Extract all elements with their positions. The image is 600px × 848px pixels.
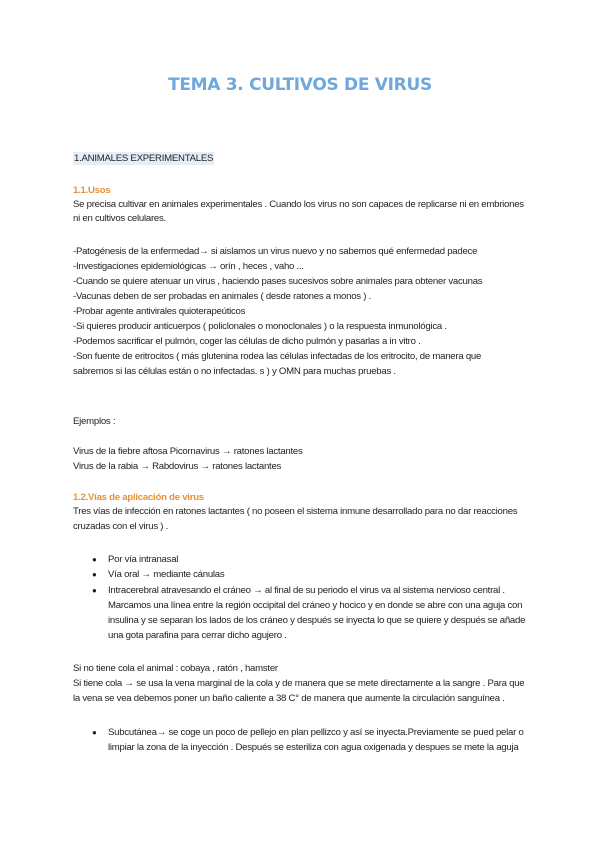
bullet-icon: ● — [92, 570, 97, 579]
paragraph-line: la vena se vea debemos poner un baño caliente a 38 C° de manera que aumente la circulación sanguínea . — [73, 693, 505, 704]
bullet-item-cont: una gota parafina para cerrar dicho agujero . — [108, 630, 287, 641]
bullet-item: Vía oral → mediante cánulas — [108, 569, 225, 580]
list-item: sabremos si las células están o no infectadas. s ) y OMN para muchas pruebas . — [73, 366, 396, 377]
paragraph-line: cruzadas con el virus ) . — [73, 521, 169, 532]
section-heading — [73, 153, 214, 165]
example-line: Virus de la fiebre aftosa Picornavirus → ratones lactantes — [73, 446, 303, 457]
example-line: Virus de la rabia → Rabdovirus → ratones lactantes — [73, 461, 282, 472]
paragraph-line: Si no tiene cola el animal : cobaya , ratón , hamster — [73, 663, 278, 674]
bullet-icon: ● — [92, 728, 97, 737]
paragraph-line: Se precisa cultivar en animales experimentales . Cuando los virus no son capaces de replicarse ni en embriones — [73, 199, 524, 210]
paragraph-line: ni en cultivos celulares. — [73, 213, 166, 224]
bullet-item: Subcutánea→ se coge un poco de pellejo en plan pellizco y así se inyecta.Previamente se pued pelar o — [108, 727, 524, 738]
list-item: -Son fuente de eritrocitos ( más glutenina rodea las células infectadas de los eritrocito, de manera que — [73, 351, 482, 362]
bullet-item: Intracerebral atravesando el cráneo → al final de su periodo el virus va al sistema nervioso central . — [108, 585, 505, 596]
bullet-item-cont: insulina y se separan los lados de los cráneo y después se inyecta lo que se quiere y después se añade — [108, 615, 526, 626]
list-item: -Patogénesis de la enfermedad→ si aislamos un virus nuevo y no sabemos qué enfermedad padece — [73, 246, 478, 257]
bullet-icon: ● — [92, 586, 97, 595]
bullet-icon: ● — [92, 555, 97, 564]
list-item: -Podemos sacrificar el pulmón, coger las células de dicho pulmón y pasarlas a in vitro . — [73, 336, 421, 347]
list-item: -Vacunas deben de ser probadas en animales ( desde ratones a monos ) . — [73, 291, 372, 302]
subsection-heading-vias: 1.2.Vías de aplicación de virus — [73, 492, 204, 503]
subsection-heading-usos: 1.1.Usos — [73, 185, 111, 196]
list-item: -Si quieres producir anticuerpos ( policlonales o monoclonales ) o la respuesta inmunológica . — [73, 321, 447, 332]
bullet-item: Por vía intranasal — [108, 554, 179, 565]
section-heading-text: 1.ANIMALES EXPERIMENTALES — [74, 153, 214, 164]
list-item: -Investigaciones epidemiológicas → orín , heces , vaho ... — [73, 261, 304, 272]
bullet-item-cont: limpiar la zona de la inyección . Después se esteriliza con agua oxigenada y despues se mete la aguja — [108, 742, 519, 753]
examples-label: Ejemplos : — [73, 416, 116, 427]
paragraph-line: Si tiene cola → se usa la vena marginal de la cola y de manera que se mete directamente a la sangre . Para que — [73, 678, 525, 689]
list-item: -Cuando se quiere atenuar un virus , haciendo pases sucesivos sobre animales para obtener vacunas — [73, 276, 483, 287]
page-title: TEMA 3. CULTIVOS DE VIRUS — [168, 75, 432, 95]
paragraph-line: Tres vías de infección en ratones lactantes ( no poseen el sistema inmune desarrollado para no dar reacciones — [73, 506, 518, 517]
list-item: -Probar agente antivirales quioterapeúticos — [73, 306, 246, 317]
bullet-item-cont: Marcamos una línea entre la región occipital del cráneo y hocico y en donde se abre con una aguja con — [108, 600, 523, 611]
